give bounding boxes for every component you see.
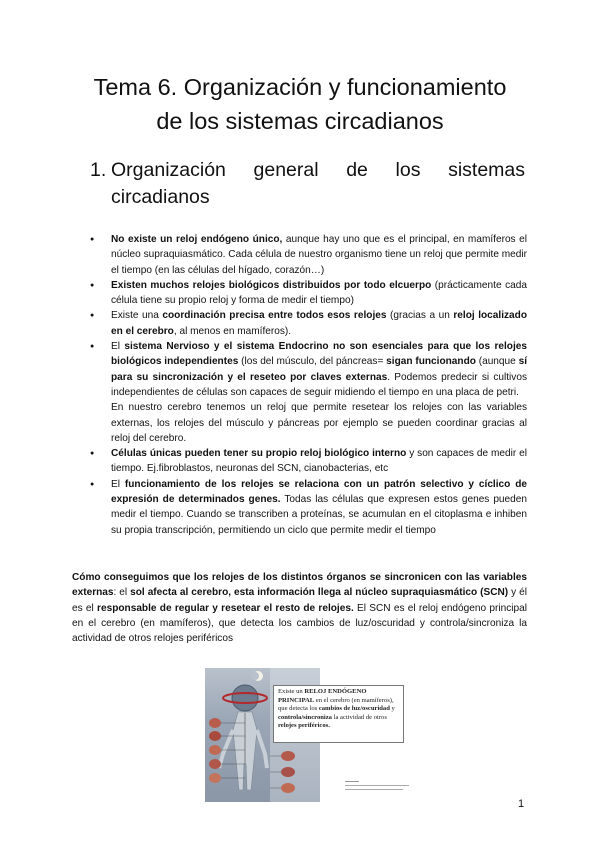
- bullet-2-bold: Existen muchos relojes biológicos distribuidos por todo elcuerpo: [111, 279, 432, 291]
- paragraph-text-2: y él es el: [72, 587, 528, 614]
- document-title: [40, 70, 560, 138]
- bullet-3-bold-2: reloj localizado en el cerebro: [111, 310, 528, 337]
- bullet-4-paragraph-1: [111, 339, 527, 400]
- bullet-list: [90, 232, 527, 538]
- bullet-4-text-4: . Podemos predecir si cultivos independientes de células son capaces de seguir midiendo el tiempo en una placa de petri.: [111, 371, 527, 398]
- bullet-item-1: [90, 232, 527, 278]
- bullet-3-text-2: (gracias a un: [386, 310, 454, 322]
- body-paragraph: [72, 570, 527, 646]
- bullet-4-bold-3: sí para su sincronización y el reseteo por claves externas: [111, 356, 527, 383]
- section-heading-line-2: circadianos: [111, 186, 210, 208]
- bullet-3-bold-1: coordinación precisa entre todos esos relojes: [162, 310, 387, 322]
- bullet-3-text-3: , al menos en mamíferos).: [173, 325, 292, 337]
- bullet-4-text-3: (aunque: [475, 356, 519, 368]
- callout-text-4: la actividad de otros: [331, 713, 387, 721]
- title-line-2: de los sistemas circadianos: [156, 108, 444, 134]
- figure-caption-illegible: [345, 780, 411, 793]
- bullet-3-text-1: Existe una: [111, 310, 163, 322]
- circadian-figure: [205, 668, 413, 802]
- paragraph-bold-2: sol afecta al cerebro, esta información llega al núcleo supraquiasmático (SCN): [130, 587, 509, 599]
- bullet-5-bold: Células únicas pueden tener su propio reloj biológico interno: [111, 448, 407, 460]
- callout-bold-2: cambios de luz/oscuridad: [318, 705, 390, 713]
- callout-bold-4: relojes periféricos.: [278, 722, 330, 730]
- bullet-4-bold-1: sistema Nervioso y el sistema Endocrino no son esenciales para que los relojes biológicos independientes: [111, 341, 527, 368]
- paragraph-text-3: El SCN es el reloj endógeno principal en el cerebro (en mamíferos), que detecta los cambios de luz/oscuridad y controla/sincroniza la actividad de otros relojes periféricos: [72, 602, 527, 645]
- section-heading: [90, 157, 525, 211]
- bullet-4-paragraph-2: En nuestro cerebro tenemos un reloj que permite resetear los relojes con las variables externas, los relojes del músculo y páncreas por ejemplo se pueden coordinar gracias al reloj del cerebro.: [111, 402, 527, 444]
- caption-lines-icon: [345, 780, 411, 792]
- bullet-4-bold-2: sigan funcionando: [386, 356, 476, 368]
- page-number: 1: [518, 798, 525, 810]
- bullet-5-text: y son capaces de medir el tiempo. Ej.fibroblastos, neuronas del SCN, cianobacterias, etc: [111, 448, 527, 475]
- bullet-1-text: aunque hay uno que es el principal, en mamíferos el núcleo supraquiasmático. Cada célula de nuestro organismo tiene un reloj que permite medir el tiempo (en las células del hígado, corazón…): [111, 234, 527, 276]
- section-heading-line-1: Organización general de los sistemas: [111, 159, 525, 181]
- title-line-1: Tema 6. Organización y funcionamiento: [93, 74, 507, 100]
- bullet-item-4: [90, 339, 527, 446]
- bullet-1-bold: No existe un reloj endógeno único,: [111, 234, 283, 245]
- bullet-item-6: [90, 477, 527, 538]
- human-body-illustration-icon: [205, 668, 270, 802]
- callout-bold-1: RELOJ ENDÓGENO PRINCIPAL: [278, 688, 367, 704]
- callout-text-1: Existe un: [278, 688, 305, 695]
- section-number: 1.: [90, 159, 107, 181]
- callout-text-2: en el cerebro (en mamíferos), que detecta los: [278, 696, 394, 713]
- bullet-6-text-2: Todas las células que expresen estos genes pueden medir el tiempo. Cuando se transcriben a proteínas, se acumulan en el citoplasma e inhiben su propia transcripción, permitiendo un ciclo que permite medir el tiempo: [111, 494, 527, 536]
- bullet-item-2: [90, 278, 527, 309]
- callout-text-3: y: [389, 705, 395, 713]
- figure-body-panel: [205, 668, 270, 802]
- paragraph-text-1: : el: [113, 587, 131, 599]
- callout-bold-3: controla/sincroniza: [278, 713, 332, 721]
- figure-callout: [273, 685, 404, 743]
- paragraph-bold-1: Cómo conseguimos que los relojes de los distintos órganos se sincronicen con las variables externas: [72, 572, 527, 599]
- bullet-2-text: (prácticamente cada célula tiene su propio reloj y forma de medir el tiempo): [111, 279, 527, 307]
- bullet-6-bold-1: funcionamiento de los relojes se relaciona con un patrón selectivo y cíclico de expresión de determinados genes.: [111, 478, 528, 506]
- bullet-6-text-1: El: [111, 478, 125, 490]
- bullet-4-text-2: (los del músculo, del páncreas=: [238, 356, 387, 368]
- paragraph-bold-3: responsable de regular y resetear el resto de relojes.: [97, 602, 354, 614]
- bullet-4-text-1: El: [111, 341, 125, 353]
- bullet-item-5: [90, 446, 527, 477]
- bullet-item-3: [90, 308, 527, 339]
